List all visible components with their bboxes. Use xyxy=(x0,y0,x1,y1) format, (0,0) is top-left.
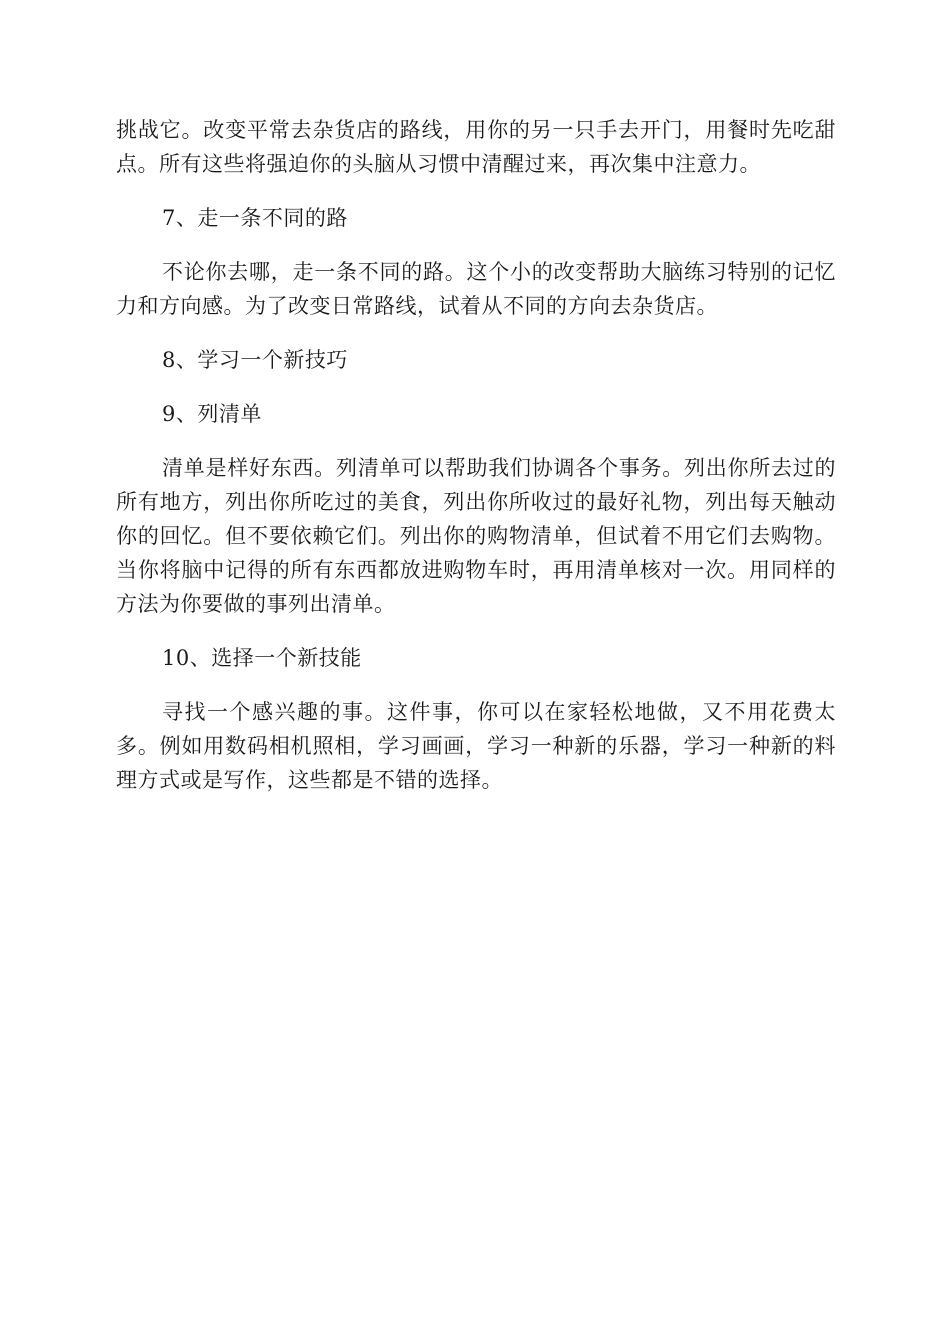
paragraph-gap xyxy=(116,323,836,343)
section-heading-7: 7、走一条不同的路 xyxy=(162,206,348,230)
paragraph-make-lists: 清单是样好东西。列清单可以帮助我们协调各个事务。列出你所去过的所有地方，列出你所吃过的美食，列出你所收过的最好礼物，列出每天触动你的回忆。但不要依赖它们。列出你的购物清单，但试着不用它们去购物。当你将脑中记得的所有东西都放进购物车时，再用清单核对一次。用同样的方法为你要做的事列出清单。 xyxy=(116,456,836,616)
paragraph-continuation: 挑战它。改变平常去杂货店的路线，用你的另一只手去开门，用餐时先吃甜点。所有这些将强迫你的头脑从习惯中清醒过来，再次集中注意力。 xyxy=(116,118,836,176)
section-heading-9: 9、列清单 xyxy=(162,402,262,426)
document-body xyxy=(116,113,836,797)
paragraph-gap xyxy=(116,235,836,255)
paragraph-different-route: 不论你去哪，走一条不同的路。这个小的改变帮助大脑练习特别的记忆力和方向感。为了改变日常路线，试着从不同的方向去杂货店。 xyxy=(116,260,836,318)
paragraph-new-skill: 寻找一个感兴趣的事。这件事，你可以在家轻松地做，又不用花费太多。例如用数码相机照相，学习画画，学习一种新的乐器，学习一种新的料理方式或是写作，这些都是不错的选择。 xyxy=(116,700,836,792)
paragraph-gap xyxy=(116,431,836,451)
paragraph-gap xyxy=(116,377,836,397)
paragraph-gap xyxy=(116,675,836,695)
paragraph-gap xyxy=(116,621,836,641)
section-heading-8: 8、学习一个新技巧 xyxy=(162,348,348,372)
paragraph-gap xyxy=(116,181,836,201)
section-heading-10: 10、选择一个新技能 xyxy=(162,646,362,670)
